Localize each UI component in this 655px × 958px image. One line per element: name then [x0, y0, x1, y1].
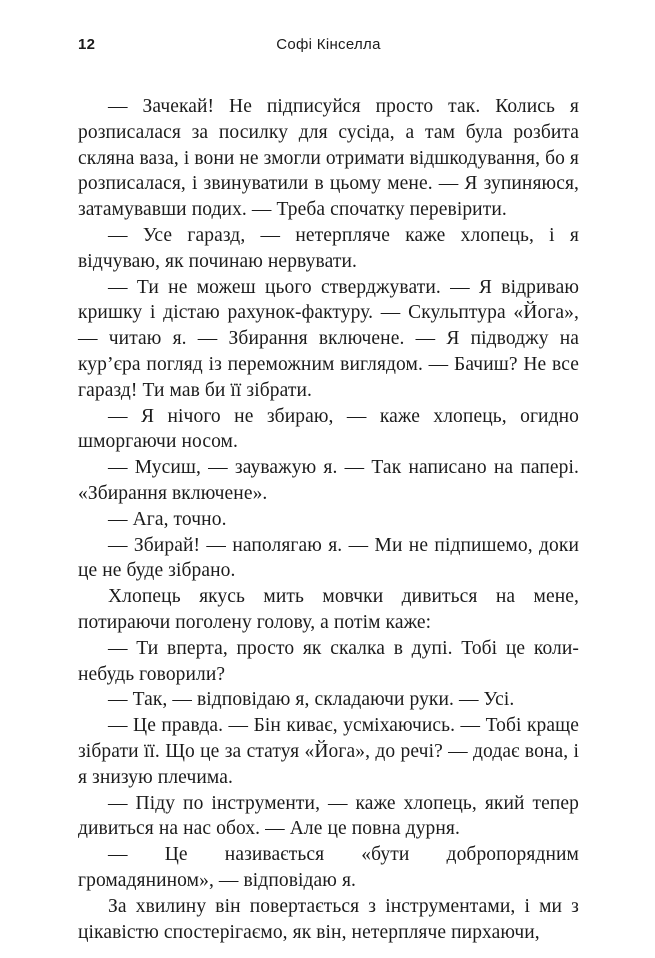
paragraph: — Мусиш, — зауважую я. — Так написано на папері. «Збирання включене». [78, 457, 579, 504]
paragraph: — Усе гаразд, — нетерпляче каже хлопець, і я відчуваю, як починаю нервувати. [78, 224, 579, 272]
paragraph: — Піду по інструменти, — каже хлопець, який тепер дивиться на нас обох. — Але це повна дурня. [78, 792, 579, 840]
running-head [78, 36, 579, 58]
paragraph: За хвилину він повертається з інструментами, і ми з цікавістю спостерігаємо, як він, нетерпляче пирхаючи, [78, 895, 579, 943]
paragraph: — Я нічого не збираю, — каже хлопець, огидно шморгаючи носом. [78, 405, 579, 453]
page-number: 12 [78, 36, 96, 53]
paragraph: Хлопець якусь мить мовчки дивиться на мене, потираючи поголену голову, а потім каже: [78, 586, 579, 633]
paragraph: — Це називається «бути добропорядним громадянином», — відповідаю я. [78, 844, 579, 891]
paragraph: — Ти вперта, просто як скалка в дупі. Тобі це коли-небудь говорили? [78, 637, 579, 685]
paragraph: — Зачекай! Не підписуйся просто так. Колись я розписалася за посилку для сусіда, а там була розбита скляна ваза, і вони не змогли отримати відшкодування, бо я розписалася, і звинуватили в цьому мене. — Я зупиняюся, затамувавши подих. — Треба спочатку перевірити. [78, 96, 579, 221]
running-head-author: Софі Кінселла [276, 36, 381, 53]
paragraph: — Це правда. — Бін киває, усміхаючись. — Тобі краще зібрати її. Що це за статуя «Йога», до речі? — додає вона, і я знизую плечима. [78, 715, 579, 788]
paragraph: — Ага, точно. [108, 508, 227, 530]
paragraph: — Так, — відповідаю я, складаючи руки. — Усі. [108, 689, 515, 711]
page-text [78, 94, 579, 945]
paragraph: — Ти не можеш цього стверджувати. — Я відриваю кришку і дістаю рахунок-фактуру. — Скульптура «Йога», — читаю я. — Збирання включене. — Я підводжу на кур’єра погляд із переможним виглядом. — Бачиш? Не все гаразд! Ти мав би її зібрати. [78, 276, 579, 401]
paragraph: — Збирай! — наполягаю я. — Ми не підпишемо, доки це не буде зібрано. [78, 534, 579, 582]
